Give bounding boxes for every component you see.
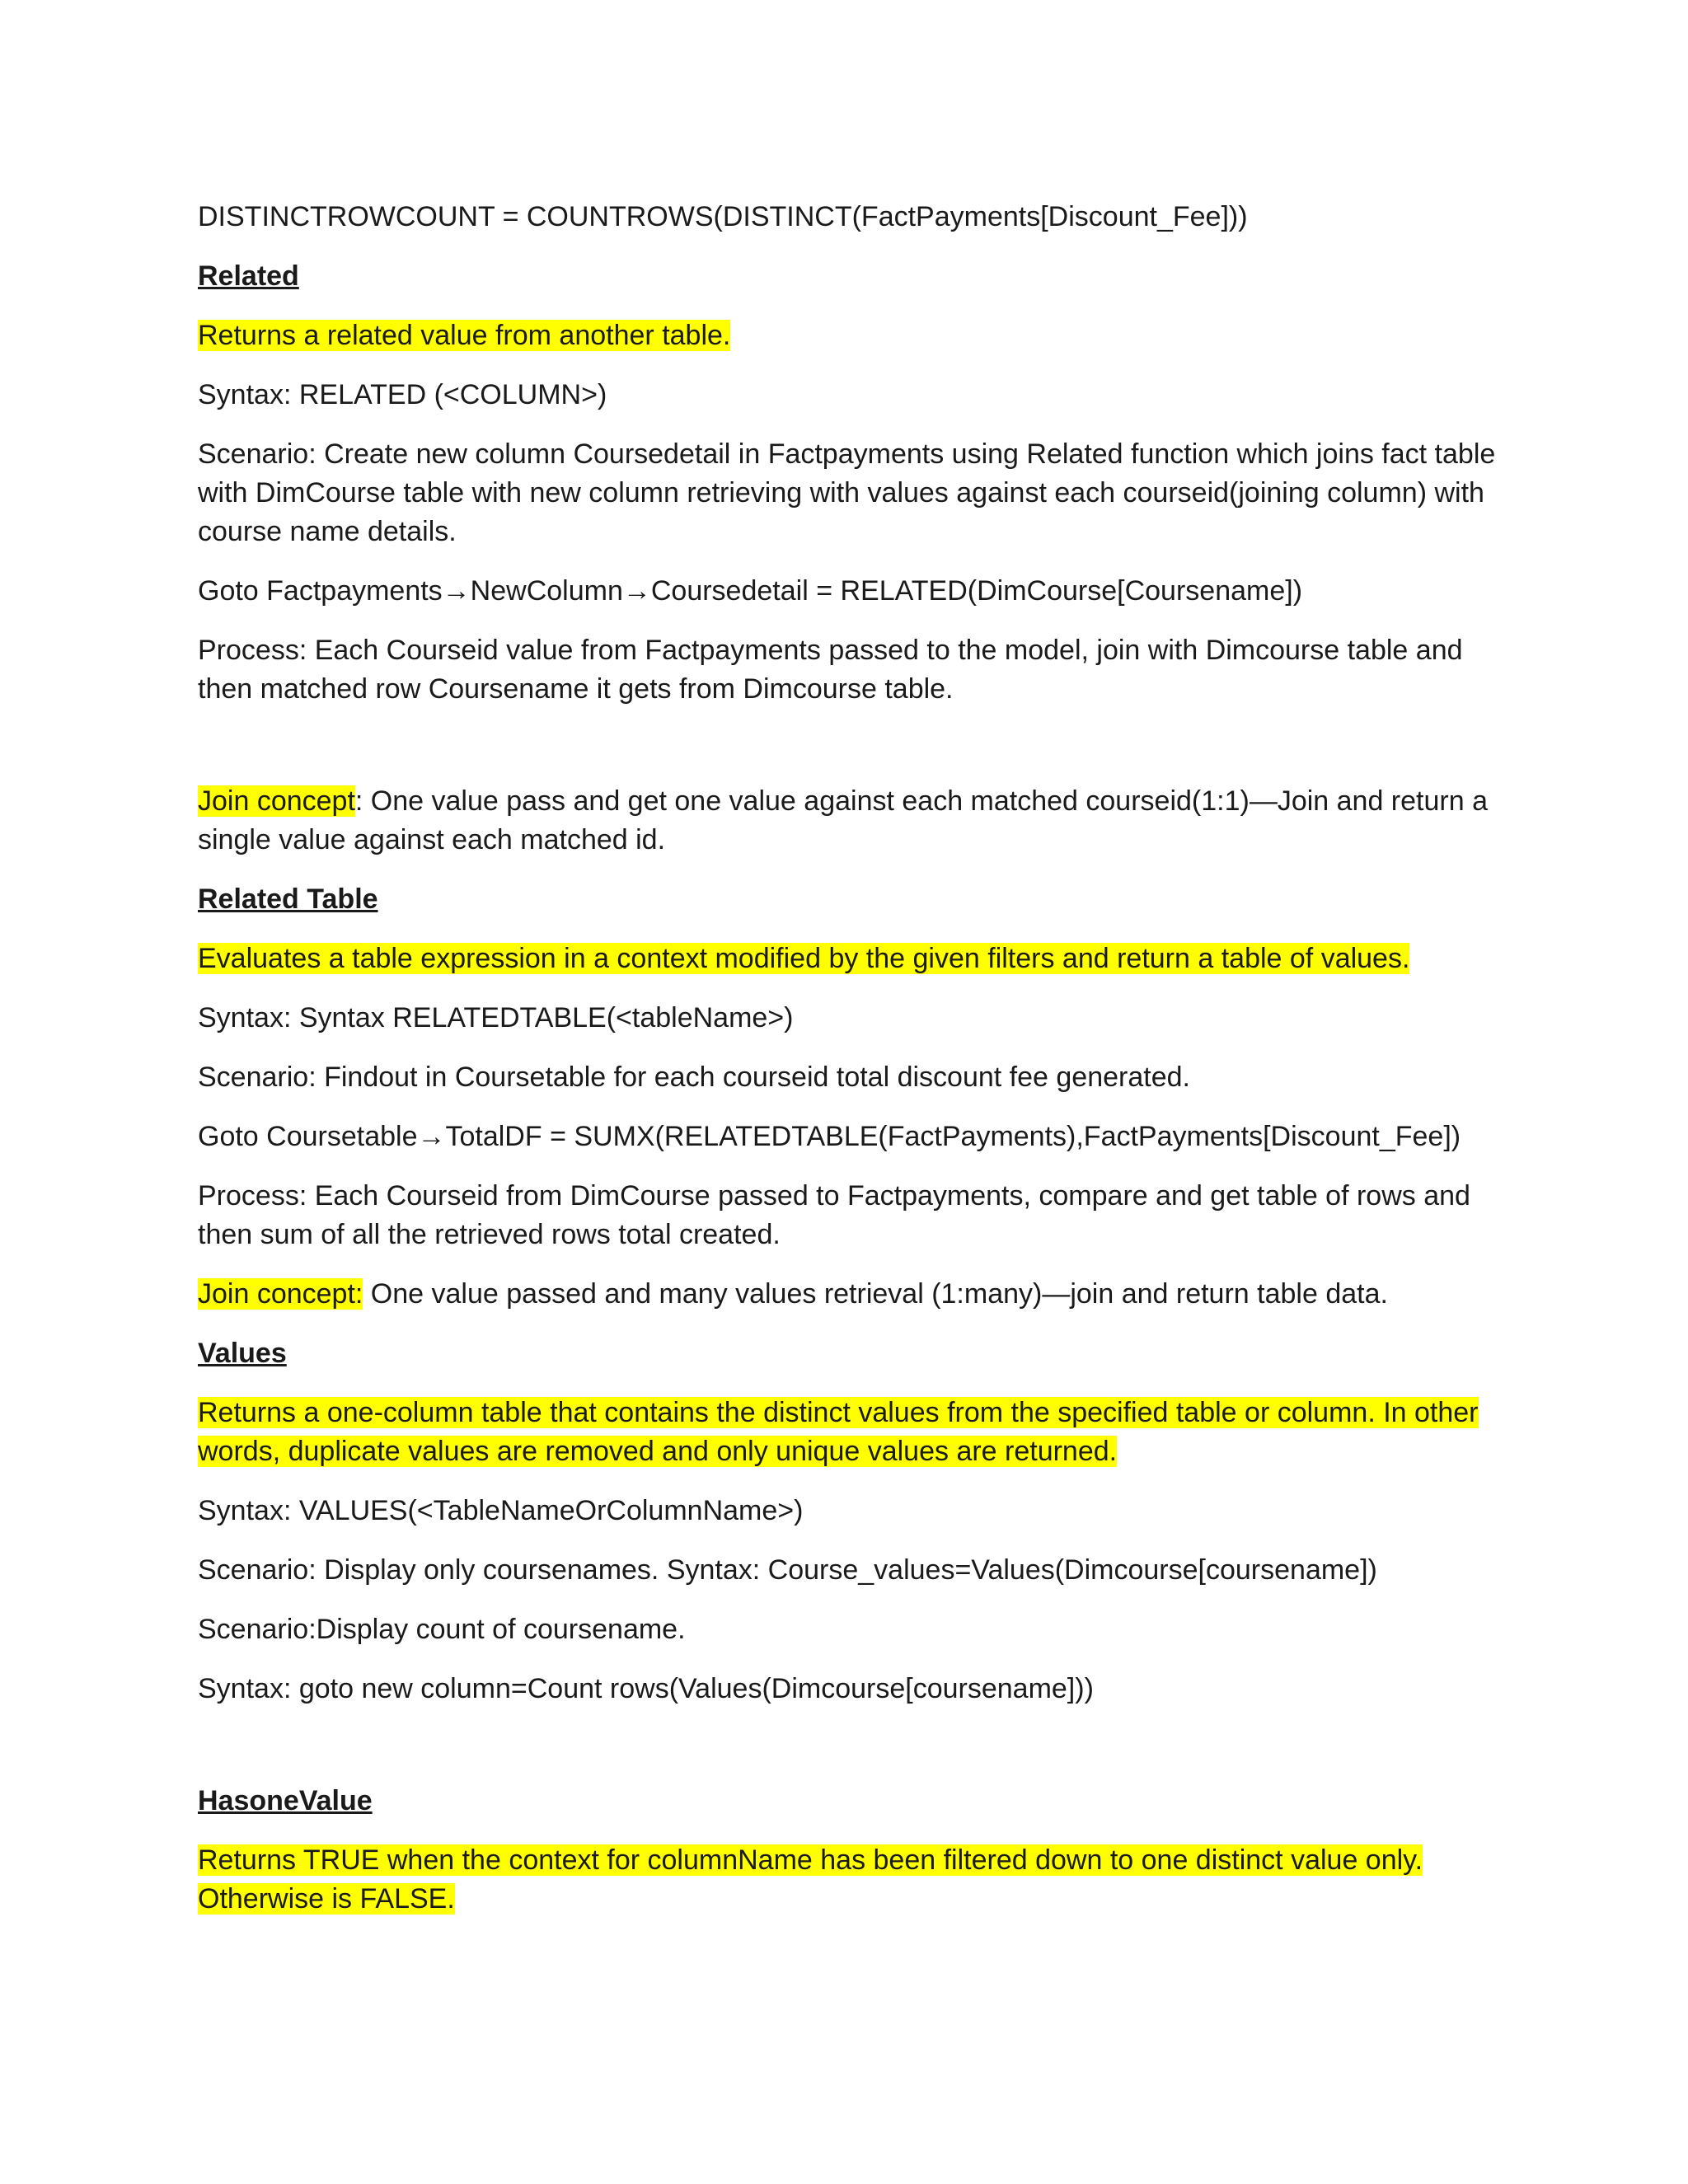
highlight: Returns TRUE when the context for columnName has been filtered down to one distinct value only. Otherwise is FALSE. xyxy=(198,1844,1423,1915)
related-table-scenario: Scenario: Findout in Coursetable for each courseid total discount fee generated. xyxy=(198,1062,1190,1093)
related-table-join-concept: Join concept: One value passed and many values retrieval (1:many)—join and return table data. xyxy=(198,1278,1388,1310)
related-table-syntax: Syntax: Syntax RELATEDTABLE(<tableName>) xyxy=(198,1002,794,1033)
related-join-concept: Join concept: One value pass and get one value against each matched courseid(1:1)—Join and return a single value against each matched id. xyxy=(198,785,1488,855)
values-scenario-2: Scenario:Display count of coursename. xyxy=(198,1614,686,1645)
values-syntax-2: Syntax: goto new column=Count rows(Values(Dimcourse[coursename])) xyxy=(198,1673,1094,1704)
highlight: Returns a one-column table that contains the distinct values from the specified table or column. In other words, duplicate values are removed and only unique values are returned. xyxy=(198,1397,1479,1467)
values-description xyxy=(198,1394,1500,1471)
heading-related-table: Related Table xyxy=(198,883,378,915)
values-syntax: Syntax: VALUES(<TableNameOrColumnName>) xyxy=(198,1495,804,1526)
heading-values: Values xyxy=(198,1338,287,1369)
highlight: Join concept xyxy=(198,785,355,817)
related-table-process: Process: Each Courseid from DimCourse passed to Factpayments, compare and get table of rows and then sum of all the retrieved rows total created. xyxy=(198,1180,1470,1250)
related-process: Process: Each Courseid value from Factpayments passed to the model, join with Dimcourse table and then matched row Coursename it gets from Dimcourse table. xyxy=(198,635,1463,705)
heading-related: Related xyxy=(198,260,299,292)
heading-hasonevalue: HasoneValue xyxy=(198,1785,373,1816)
values-scenario-1: Scenario: Display only coursenames. Syntax: Course_values=Values(Dimcourse[coursename]) xyxy=(198,1554,1377,1586)
related-syntax: Syntax: RELATED (<COLUMN>) xyxy=(198,379,607,410)
related-description xyxy=(198,316,1500,355)
related-goto: Goto Factpayments→NewColumn→Coursedetail = RELATED(DimCourse[Coursename]) xyxy=(198,575,1303,607)
related-scenario: Scenario: Create new column Coursedetail in Factpayments using Related function which joins fact table with DimCourse table with new column retrieving with values against each courseid(joining column) with course name details. xyxy=(198,438,1496,547)
related-table-goto: Goto Coursetable→TotalDF = SUMX(RELATEDTABLE(FactPayments),FactPayments[Discount_Fee]) xyxy=(198,1121,1461,1152)
highlight: Returns a related value from another table. xyxy=(198,320,731,351)
document-page xyxy=(198,198,1500,1939)
highlight: Join concept: xyxy=(198,1278,363,1310)
spacer xyxy=(198,1729,1500,1782)
hasonevalue-description xyxy=(198,1841,1500,1919)
highlight: Evaluates a table expression in a context modified by the given filters and return a table of values. xyxy=(198,943,1410,974)
related-table-description xyxy=(198,940,1500,978)
distinctrowcount-line: DISTINCTROWCOUNT = COUNTROWS(DISTINCT(FactPayments[Discount_Fee])) xyxy=(198,201,1248,232)
spacer xyxy=(198,729,1500,782)
